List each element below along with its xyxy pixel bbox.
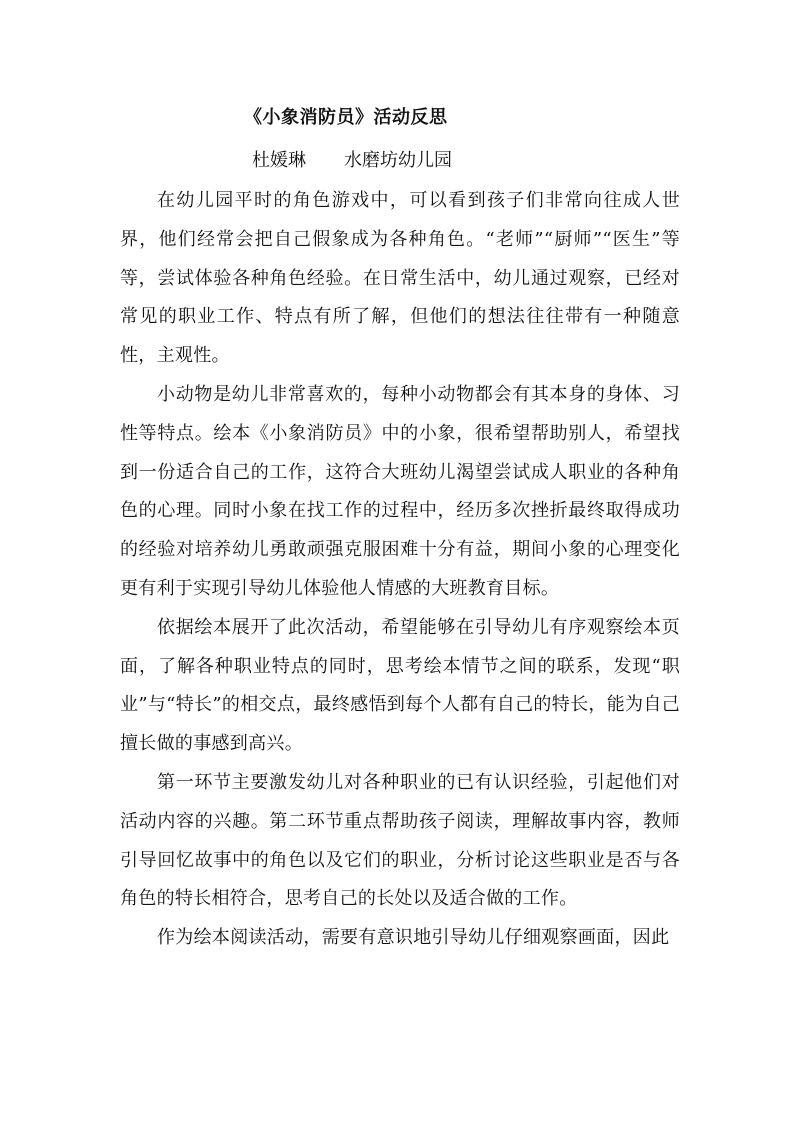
paragraph: 第一环节主要激发幼儿对各种职业的已有认识经验，引起他们对活动内容的兴趣。第二环节重点帮助孩子阅读，理解故事内容，教师引导回忆故事中的角色以及它们的职业，分析讨论这些职业是否与各角色的特长相符合，思考自己的长处以及适合做的工作。 — [120, 771, 680, 910]
byline — [252, 146, 452, 172]
document-body — [120, 182, 680, 958]
author-name: 杜媛琳 — [252, 150, 306, 171]
document-title: 《小象消防员》活动反思 — [244, 107, 448, 128]
paragraph: 小动物是幼儿非常喜欢的，每种小动物都会有其本身的身体、习性等特点。绘本《小象消防员》中的小象，很希望帮助别人，希望找到一份适合自己的工作，这符合大班幼儿渴望尝试成人职业的各种角色的心理。同时小象在找工作的过程中，经历多次挫折最终取得成功的经验对培养幼儿勇敢顽强克服困难十分有益，期间小象的心理变化更有利于实现引导幼儿体验他人情感的大班教育目标。 — [120, 383, 680, 599]
paragraph: 作为绘本阅读活动，需要有意识地引导幼儿仔细观察画面，因此 — [157, 927, 670, 949]
paragraph: 依据绘本展开了此次活动，希望能够在引导幼儿有序观察绘本页面，了解各种职业特点的同时，思考绘本情节之间的联系，发现“职业”与“特长”的相交点，最终感悟到每个人都有自己的特长，能为自己擅长做的事感到高兴。 — [120, 616, 680, 755]
organization-name: 水磨坊幼儿园 — [344, 150, 452, 171]
paragraph: 在幼儿园平时的角色游戏中，可以看到孩子们非常向往成人世界，他们经常会把自己假象成为各种角色。“老师”“厨师”“医生”等等，尝试体验各种角色经验。在日常生活中，幼儿通过观察，已经对常见的职业工作、特点有所了解，但他们的想法往往带有一种随意性，主观性。 — [120, 190, 680, 367]
